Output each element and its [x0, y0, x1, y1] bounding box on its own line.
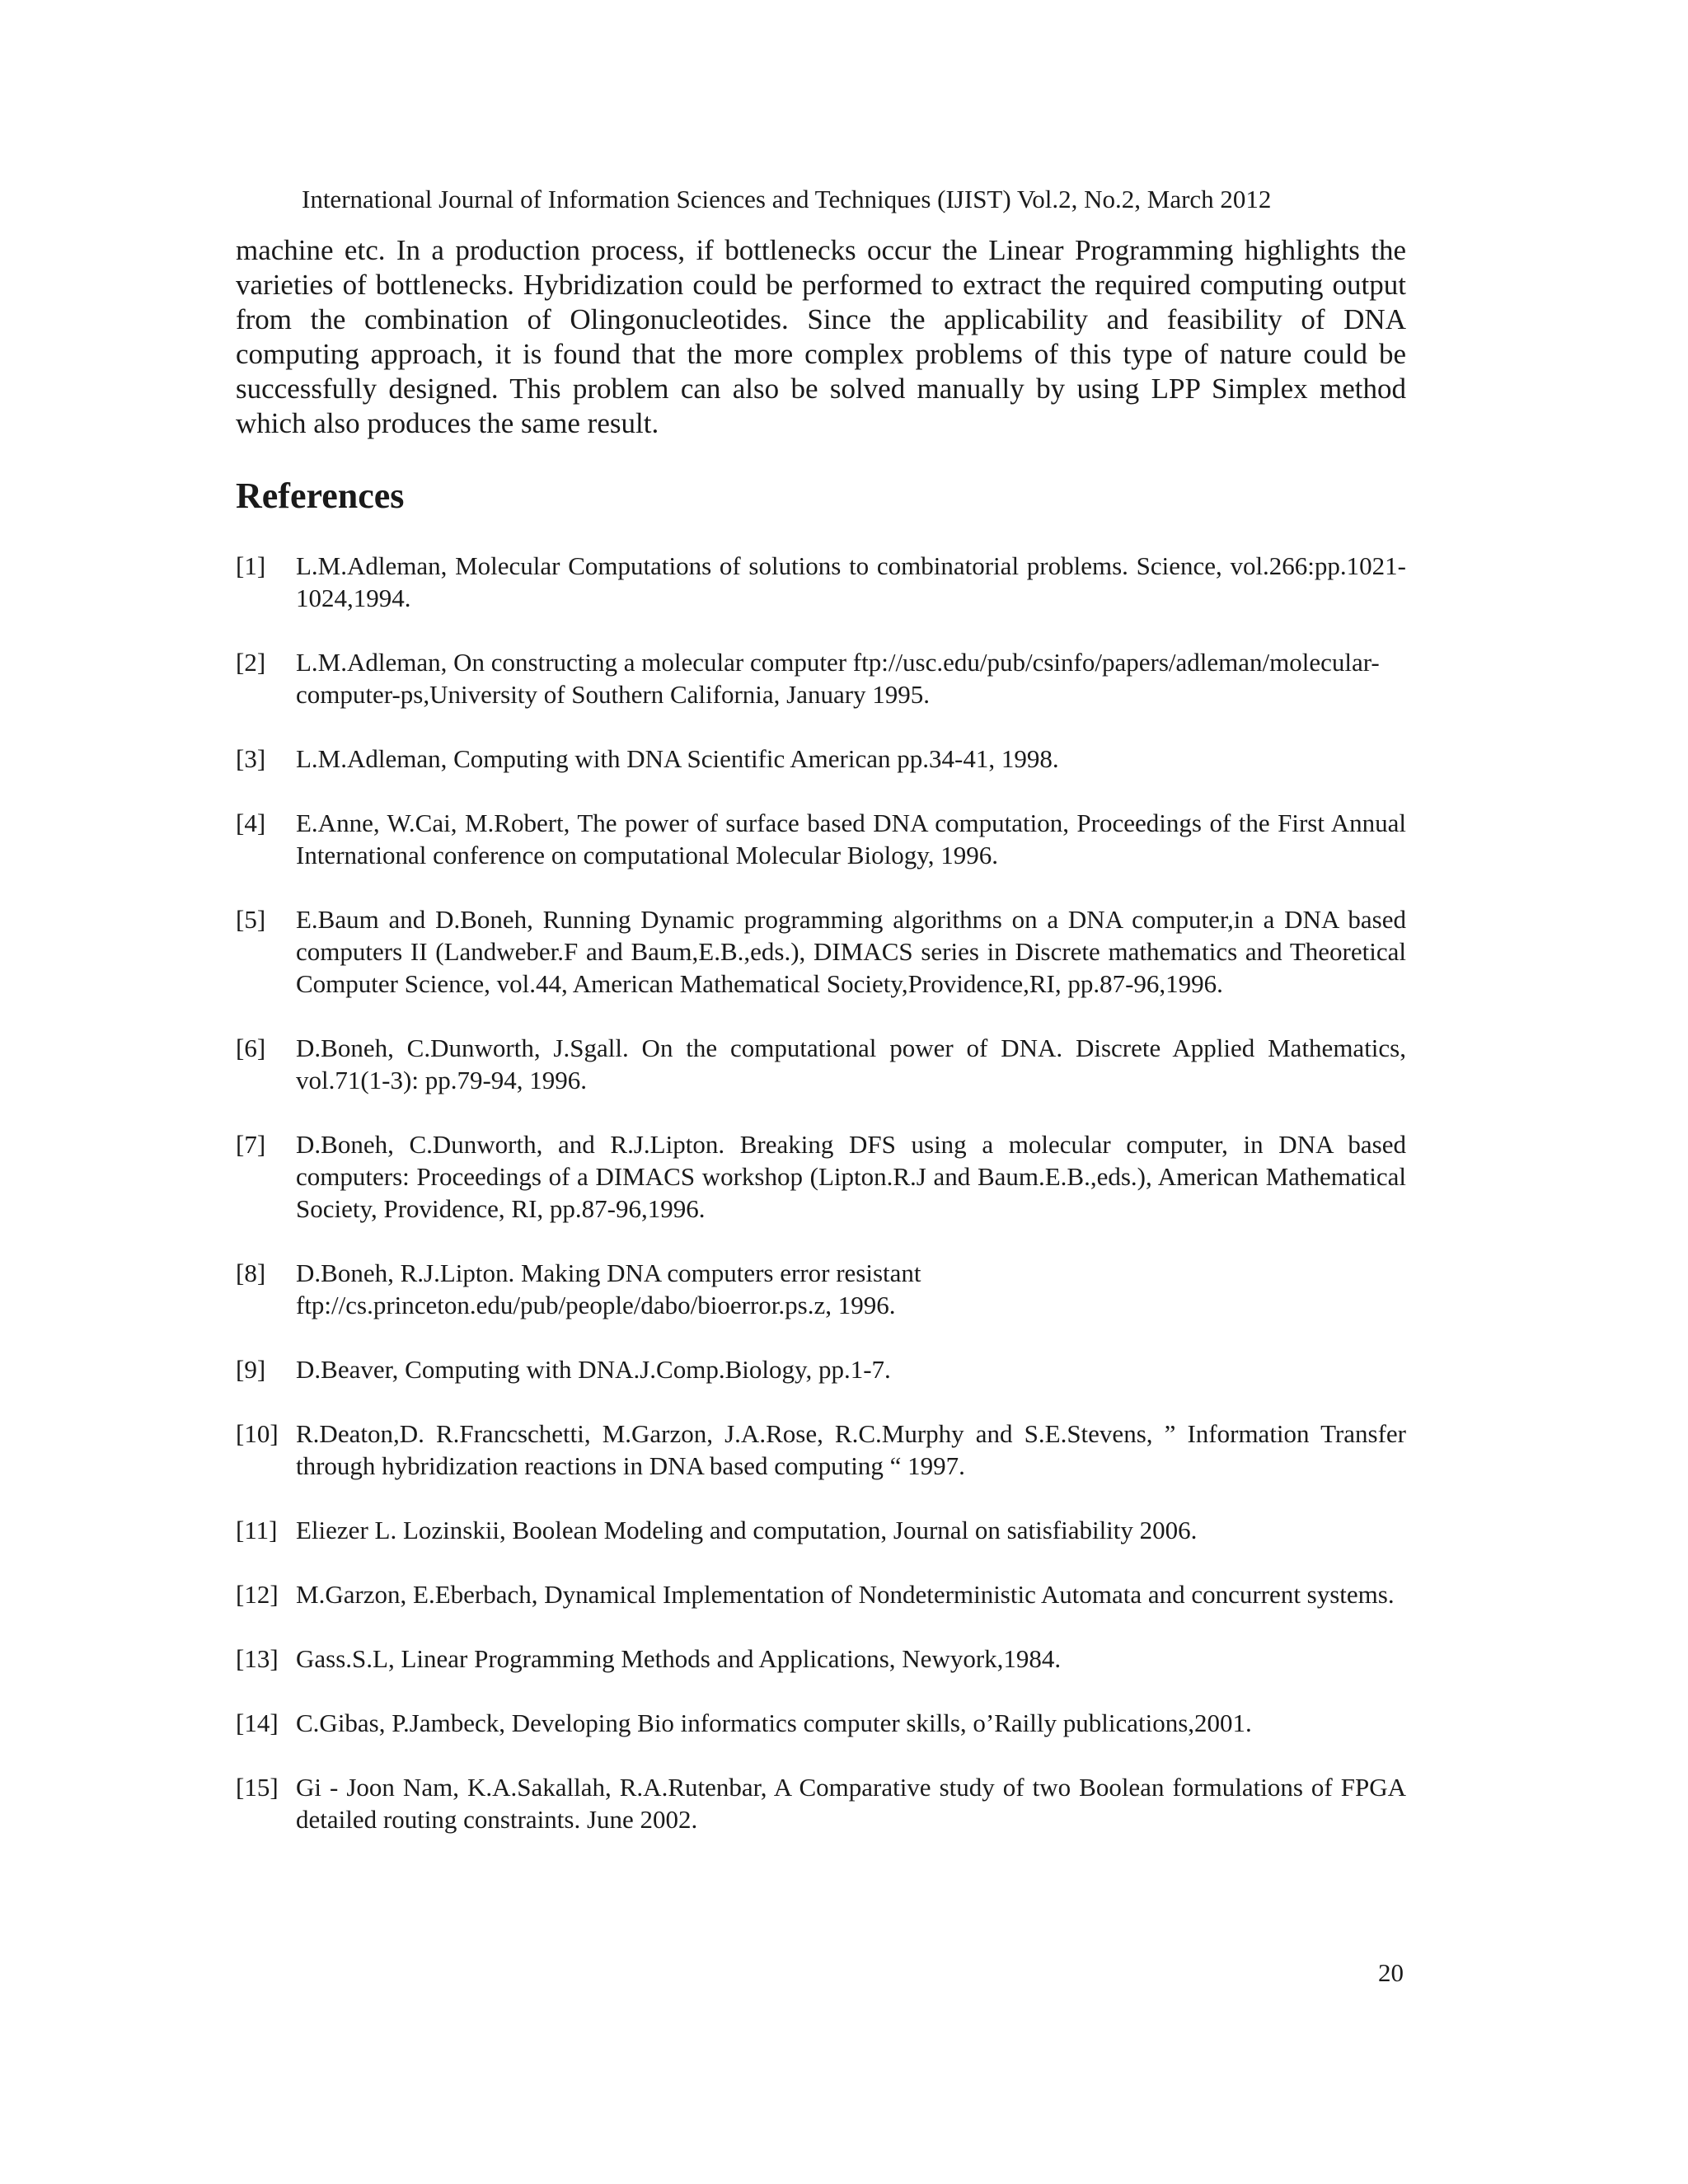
reference-item-14 — [236, 1707, 1406, 1739]
reference-text: D.Boneh, R.J.Lipton. Making DNA computers error resistant ftp://cs.princeton.edu/pub/people/dabo/bioerror.ps.z, 1996. — [296, 1258, 921, 1319]
reference-text: R.Deaton,D. R.Francschetti, M.Garzon, J.A.Rose, R.C.Murphy and S.E.Stevens, ” Information Transfer through hybridization reactions in DNA based computing “ 1997. — [296, 1419, 1406, 1480]
reference-number: [14] — [236, 1708, 279, 1737]
reference-text: L.M.Adleman, Computing with DNA Scientific American pp.34-41, 1998. — [296, 744, 1059, 773]
reference-number: [9] — [236, 1355, 266, 1384]
reference-number: [6] — [236, 1033, 266, 1062]
reference-number: [7] — [236, 1130, 266, 1159]
reference-number: [1] — [236, 551, 266, 580]
reference-item-11 — [236, 1514, 1406, 1546]
reference-item-10 — [236, 1418, 1406, 1482]
reference-item-7 — [236, 1128, 1406, 1225]
reference-number: [15] — [236, 1773, 279, 1802]
reference-number: [8] — [236, 1258, 266, 1287]
reference-text: Gi - Joon Nam, K.A.Sakallah, R.A.Rutenbar, A Comparative study of two Boolean formulations of FPGA detailed routing constraints. June 2002. — [296, 1773, 1406, 1834]
reference-text: C.Gibas, P.Jambeck, Developing Bio informatics computer skills, o’Railly publications,2001. — [296, 1708, 1252, 1737]
reference-item-13 — [236, 1643, 1406, 1675]
reference-item-3 — [236, 743, 1406, 775]
reference-item-1 — [236, 550, 1406, 614]
reference-text: Eliezer L. Lozinskii, Boolean Modeling and computation, Journal on satisfiability 2006. — [296, 1516, 1198, 1544]
reference-number: [10] — [236, 1419, 279, 1448]
reference-number: [12] — [236, 1580, 279, 1609]
reference-number: [11] — [236, 1516, 278, 1544]
reference-number: [4] — [236, 808, 266, 837]
reference-item-4 — [236, 807, 1406, 871]
reference-number: [5] — [236, 905, 266, 934]
reference-text: D.Boneh, C.Dunworth, J.Sgall. On the computational power of DNA. Discrete Applied Mathematics, vol.71(1-3): pp.79-94, 1996. — [296, 1033, 1406, 1094]
reference-item-2 — [236, 646, 1406, 710]
reference-number: [2] — [236, 648, 266, 677]
reference-list — [236, 550, 1406, 1868]
reference-item-5 — [236, 903, 1406, 1000]
reference-number: [3] — [236, 744, 266, 773]
page-number: 20 — [1378, 1958, 1404, 1987]
reference-text: D.Beaver, Computing with DNA.J.Comp.Biology, pp.1-7. — [296, 1355, 891, 1384]
references-heading: References — [236, 476, 405, 516]
reference-item-8 — [236, 1257, 1406, 1321]
running-header: International Journal of Information Sciences and Techniques (IJIST) Vol.2, No.2, March 2012 — [302, 185, 1272, 213]
reference-text: Gass.S.L, Linear Programming Methods and Applications, Newyork,1984. — [296, 1644, 1062, 1673]
reference-item-12 — [236, 1578, 1406, 1610]
reference-item-6 — [236, 1032, 1406, 1096]
reference-text: M.Garzon, E.Eberbach, Dynamical Implementation of Nondeterministic Automata and concurrent systems. — [296, 1580, 1395, 1609]
reference-number: [13] — [236, 1644, 279, 1673]
reference-text: E.Baum and D.Boneh, Running Dynamic programming algorithms on a DNA computer,in a DNA based computers II (Landweber.F and Baum,E.B.,eds.), DIMACS series in Discrete mathematics and Theoretical Computer Science, vol.44, American Mathematical Society,Providence,RI, pp.87-96,1996. — [296, 905, 1406, 998]
reference-item-15 — [236, 1771, 1406, 1835]
body-paragraph: machine etc. In a production process, if bottlenecks occur the Linear Programming highlights the varieties of bottlenecks. Hybridization could be performed to extract the required computing output from the combination of Olingonucleotides. Since the applicability and feasibility of DNA computing approach, it is found that the more complex problems of this type of nature could be successfully designed. This problem can also be solved manually by using LPP Simplex method which also produces the same result. — [236, 234, 1406, 439]
reference-text: L.M.Adleman, Molecular Computations of solutions to combinatorial problems. Science, vol.266:pp.1021-1024,1994. — [296, 551, 1406, 612]
reference-text: L.M.Adleman, On constructing a molecular computer ftp://usc.edu/pub/csinfo/papers/adleman/molecular-computer-ps,University of Southern California, January 1995. — [296, 648, 1380, 709]
reference-item-9 — [236, 1353, 1406, 1385]
reference-text: E.Anne, W.Cai, M.Robert, The power of surface based DNA computation, Proceedings of the First Annual International conference on computational Molecular Biology, 1996. — [296, 808, 1406, 869]
reference-text: D.Boneh, C.Dunworth, and R.J.Lipton. Breaking DFS using a molecular computer, in DNA based computers: Proceedings of a DIMACS workshop (Lipton.R.J and Baum.E.B.,eds.), American Mathematical Society, Providence, RI, pp.87-96,1996. — [296, 1130, 1406, 1223]
